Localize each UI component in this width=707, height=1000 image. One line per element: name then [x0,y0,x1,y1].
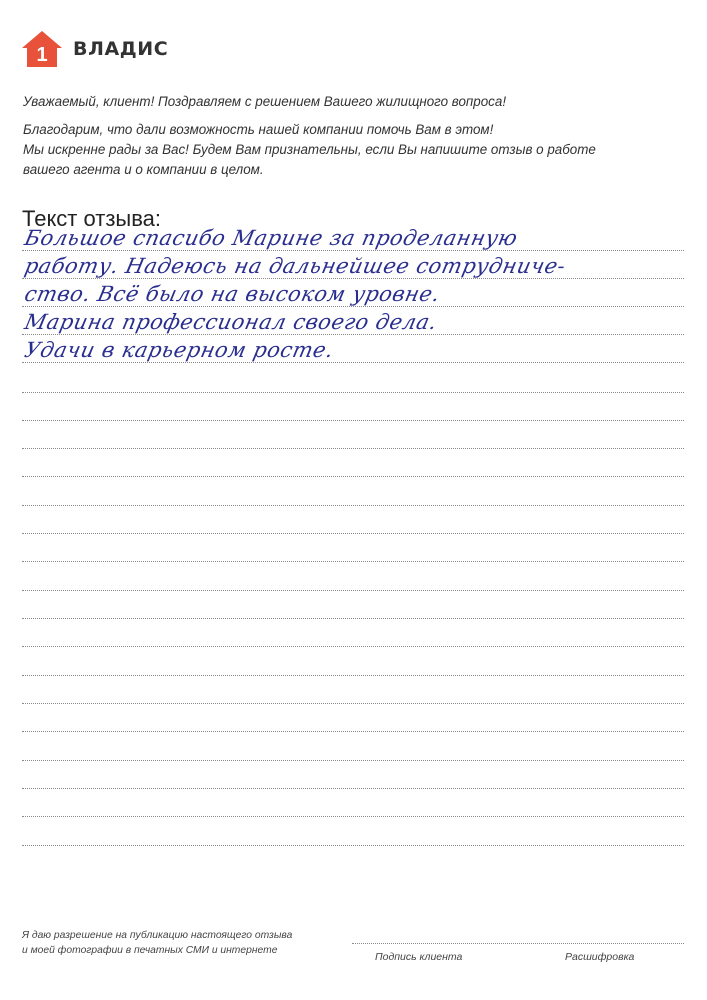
handwritten-line-3: ство. Всё было на высоком уровне. [22,282,443,306]
signature-label: Подпись клиента [375,951,463,963]
signature-line [352,943,684,944]
brand-name: ВЛАДИС [73,37,169,60]
handwritten-line-5: Удачи в карьерном росте. [22,338,336,362]
consent-line-2: и моей фотографии в печатных СМИ и интернете [22,945,278,956]
writing-line [22,788,684,789]
thanks-line-3: вашего агента и о компании в целом. [23,162,264,177]
writing-line [22,448,684,449]
writing-line [22,703,684,704]
review-title: Текст отзыва: [22,206,162,231]
writing-line [22,533,684,534]
writing-lines [22,0,684,1000]
writing-line [22,845,684,846]
handwritten-line-2: работу. Надеюсь на дальнейшее сотрудниче- [22,254,568,278]
badge-digit: 1 [36,44,48,66]
handwritten-line-4: Марина профессионал своего дела. [22,310,440,334]
thanks-line-1: Благодарим, что дали возможность нашей компании помочь Вам в этом! [23,122,494,137]
writing-line [22,476,684,477]
writing-line [22,392,684,393]
decoding-label: Расшифровка [565,951,635,963]
writing-line [22,618,684,619]
consent-line-1: Я даю разрешение на публикацию настоящего отзыва [22,930,293,941]
writing-line [22,760,684,761]
greeting-text: Уважаемый, клиент! Поздравляем с решением Вашего жилищного вопроса! [23,94,507,109]
writing-line [22,590,684,591]
writing-line [22,505,684,506]
writing-line [22,420,684,421]
handwritten-line-1: Большое спасибо Марине за проделанную [22,226,520,250]
writing-line [22,561,684,562]
writing-line [22,675,684,676]
writing-line [22,646,684,647]
writing-line [22,816,684,817]
writing-line [22,731,684,732]
thanks-line-2: Мы искренне рады за Вас! Будем Вам признательны, если Вы напишите отзыв о работе [23,142,596,157]
publication-consent [22,928,332,958]
